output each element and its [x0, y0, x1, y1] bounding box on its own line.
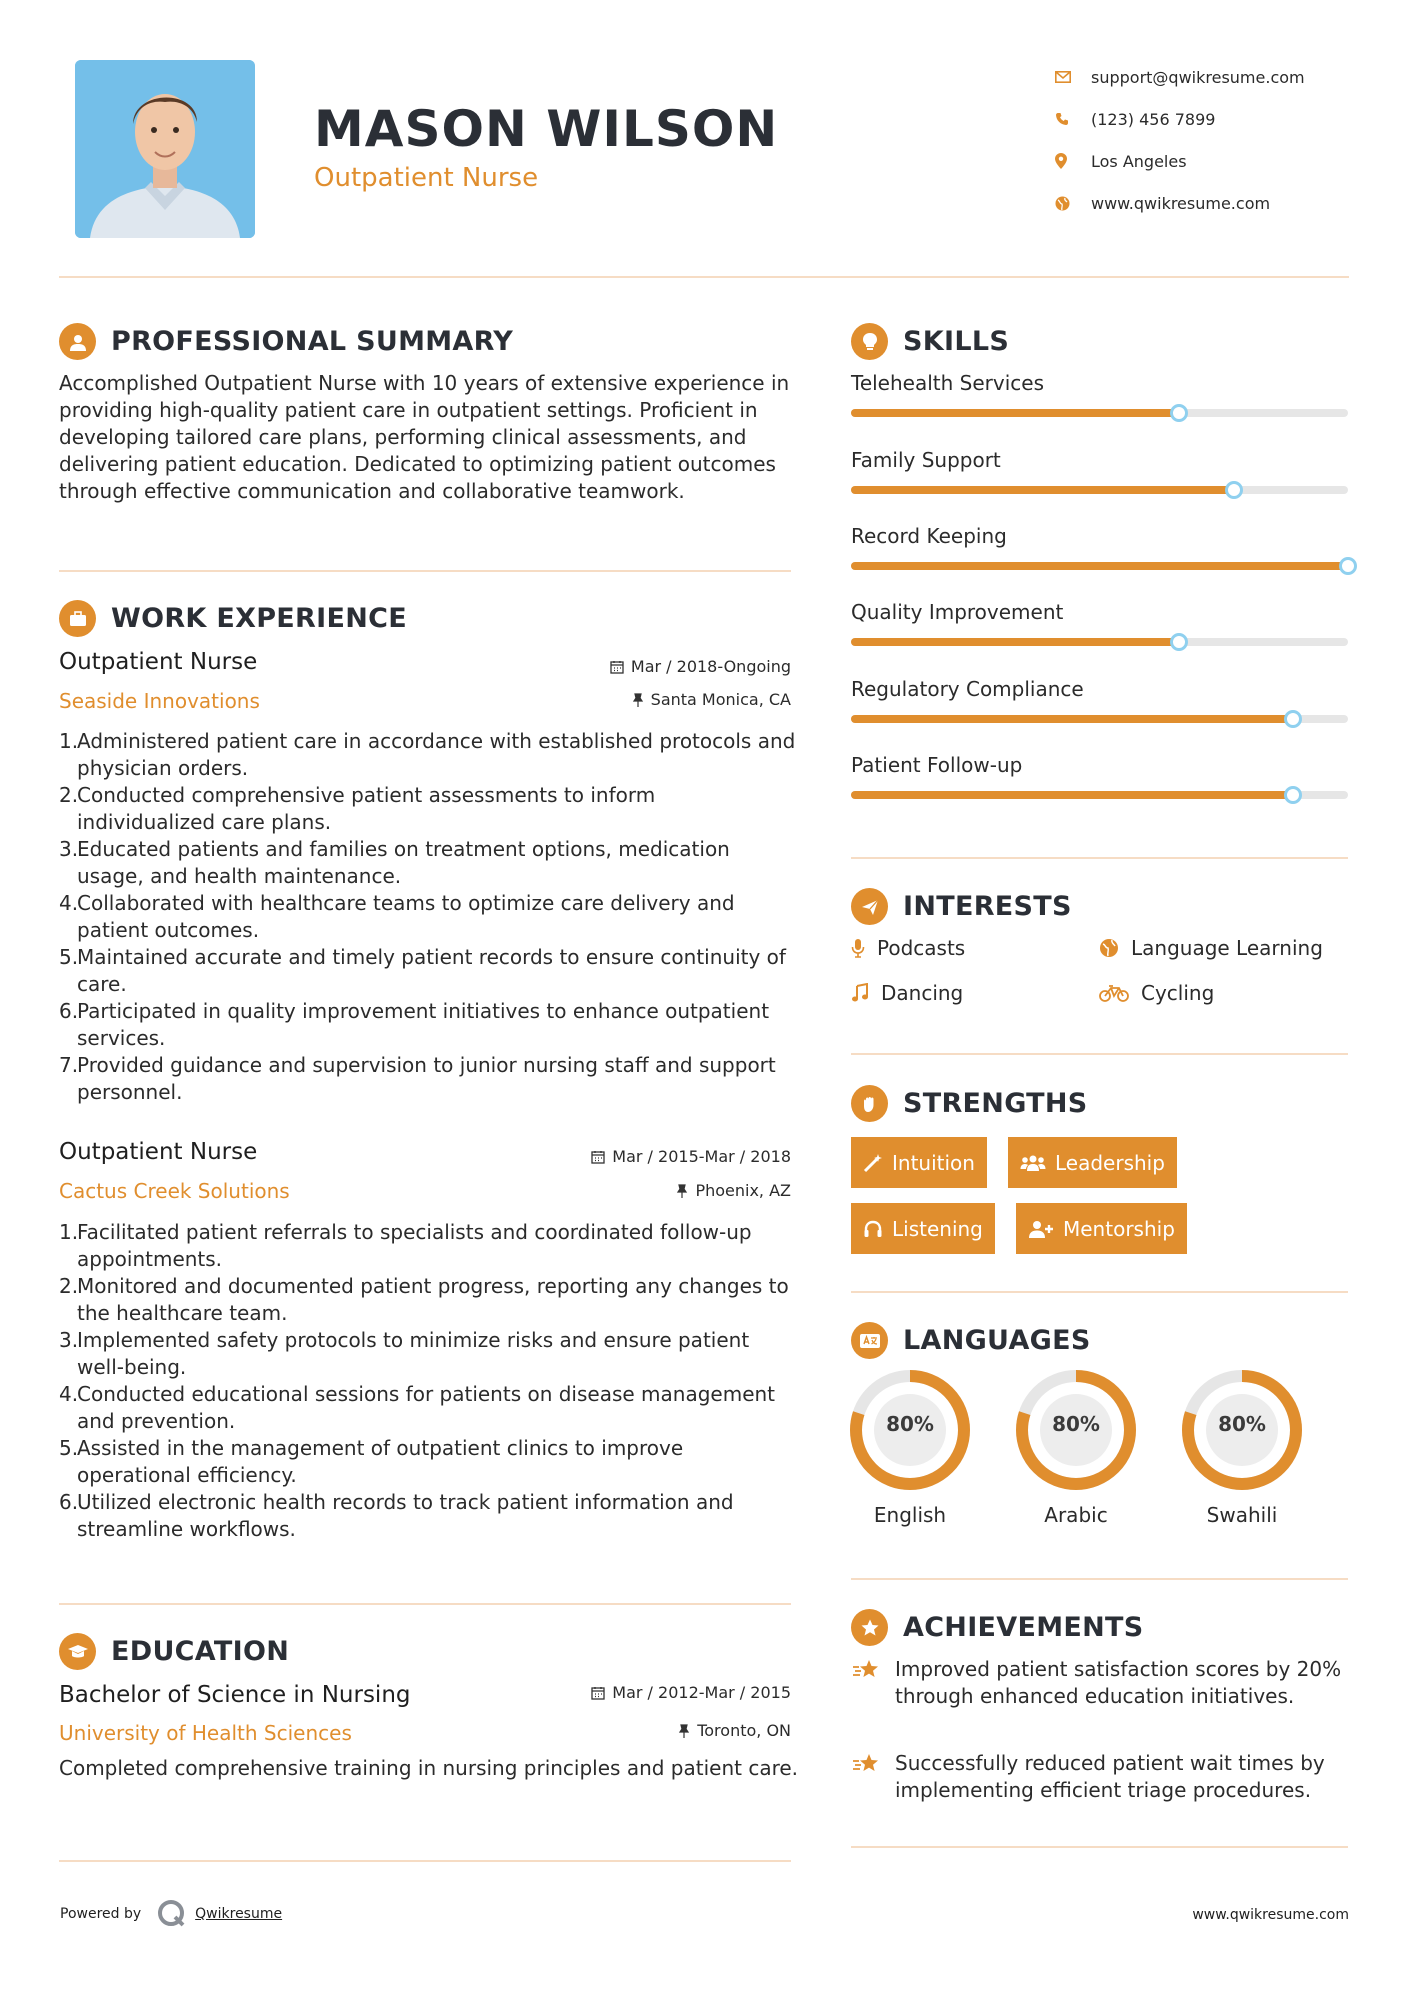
language-percent: 80%	[1052, 1412, 1100, 1436]
contact-email-text: support@qwikresume.com	[1091, 67, 1305, 87]
bicycle-icon	[1099, 984, 1129, 1002]
list-item: 2. Monitored and documented patient progress, reporting any changes to the healthcare team.	[59, 1274, 789, 1325]
achievements-divider	[851, 1846, 1348, 1848]
language-item	[849, 1369, 971, 1527]
fist-icon	[851, 1085, 888, 1122]
job-2-location	[676, 1181, 791, 1200]
list-item: 3. Implemented safety protocols to minimize risks and ensure patient well-being.	[59, 1328, 750, 1379]
star-icon	[851, 1752, 883, 1776]
phone-icon	[1055, 112, 1091, 126]
user-plus-icon	[1028, 1219, 1054, 1239]
header-divider	[59, 276, 1349, 278]
list-item: 1. Facilitated patient referrals to specialists and coordinated follow-up appointments.	[59, 1220, 752, 1271]
skill-knob	[1284, 710, 1302, 728]
skill-bar	[851, 638, 1348, 646]
skills-title: SKILLS	[903, 326, 1010, 357]
calendar-icon	[610, 660, 624, 674]
job-1-location	[632, 690, 791, 709]
job-1-title: Outpatient Nurse	[59, 649, 258, 675]
achievement-text: Improved patient satisfaction scores by 20% through enhanced education initiatives.	[895, 1657, 1342, 1708]
summary-text: Accomplished Outpatient Nurse with 10 years of extensive experience in providing high-quality patient care in outpatient settings. Proficient in developing tailored care plans, performing clinical assessments, and delivering patient education. Dedicated to optimizing patient outcomes through effective communication and collaborative teamwork.	[59, 371, 790, 503]
interest-label: Cycling	[1141, 981, 1215, 1005]
skills-heading	[851, 323, 1009, 360]
qwikresume-logo-icon	[155, 1897, 189, 1931]
skill-bar	[851, 791, 1348, 799]
language-name: English	[873, 1503, 947, 1527]
interest-item	[851, 981, 963, 1005]
skill-item	[851, 524, 1348, 548]
education-divider	[59, 1860, 791, 1862]
powered-by-text: Powered by	[60, 1906, 142, 1922]
list-item: 7. Provided guidance and supervision to junior nursing staff and support personnel.	[59, 1053, 776, 1104]
skill-name: Telehealth Services	[851, 371, 1044, 395]
education-degree: Bachelor of Science in Nursing	[59, 1682, 411, 1708]
achievements-title: ACHIEVEMENTS	[903, 1612, 1144, 1643]
skill-name: Quality Improvement	[851, 600, 1064, 624]
education-dates	[591, 1683, 791, 1702]
skill-item	[851, 677, 1348, 701]
map-marker-icon	[1055, 153, 1091, 169]
strength-badge	[1008, 1137, 1177, 1188]
graduation-cap-icon	[59, 1633, 96, 1670]
strength-label: Intuition	[892, 1150, 975, 1175]
achievement-item	[851, 1750, 1351, 1804]
list-item: 5. Maintained accurate and timely patient records to ensure continuity of care.	[59, 945, 786, 996]
globe-icon	[1055, 196, 1091, 211]
language-item	[1181, 1369, 1303, 1527]
envelope-icon	[1055, 71, 1091, 83]
education-location	[678, 1721, 791, 1740]
contact-phone-text: (123) 456 7899	[1091, 109, 1216, 129]
list-item: 5. Assisted in the management of outpatient clinics to improve operational efficiency.	[59, 1436, 684, 1487]
interest-item	[1099, 936, 1323, 960]
strength-badge	[851, 1137, 987, 1188]
work-heading	[59, 600, 407, 637]
interests-divider	[851, 1053, 1348, 1055]
list-item: 3. Educated patients and families on treatment options, medication usage, and health maintenance.	[59, 837, 730, 888]
languages-divider	[851, 1578, 1348, 1580]
interest-label: Language Learning	[1131, 936, 1323, 960]
education-location-text: Toronto, ON	[697, 1721, 791, 1740]
language-percent: 80%	[886, 1412, 934, 1436]
languages-heading	[851, 1322, 1091, 1359]
achievement-text: Successfully reduced patient wait times by implementing efficient triage procedures.	[895, 1751, 1325, 1802]
strengths-heading	[851, 1085, 1088, 1122]
interest-item	[851, 936, 965, 960]
interests-title: INTERESTS	[903, 891, 1072, 922]
star-icon	[851, 1658, 883, 1682]
skill-name: Patient Follow-up	[851, 753, 1023, 777]
list-item: 4. Collaborated with healthcare teams to optimize care delivery and patient outcomes.	[59, 891, 735, 942]
strengths-title: STRENGTHS	[903, 1088, 1088, 1119]
education-school: University of Health Sciences	[59, 1721, 352, 1745]
candidate-name: MASON WILSON	[314, 100, 779, 158]
pin-icon	[632, 693, 644, 707]
contact-location	[1055, 140, 1385, 182]
job-1-dates-text: Mar / 2018-Ongoing	[630, 657, 791, 676]
skill-name: Family Support	[851, 448, 1001, 472]
education-description: Completed comprehensive training in nursing principles and patient care.	[59, 1756, 799, 1780]
profile-photo	[75, 60, 255, 238]
strengths-divider	[851, 1291, 1348, 1293]
skill-bar	[851, 562, 1348, 570]
achievement-item	[851, 1656, 1351, 1710]
education-title: EDUCATION	[111, 1636, 290, 1667]
job-2-title: Outpatient Nurse	[59, 1139, 258, 1165]
strength-badge	[851, 1203, 995, 1254]
skill-knob	[1170, 404, 1188, 422]
job-2-dates-text: Mar / 2015-Mar / 2018	[612, 1147, 791, 1166]
skill-item	[851, 448, 1348, 472]
footer-website[interactable]: www.qwikresume.com	[1192, 1907, 1349, 1923]
achievements-heading	[851, 1609, 1144, 1646]
strength-label: Leadership	[1055, 1150, 1165, 1175]
job-2-company: Cactus Creek Solutions	[59, 1179, 290, 1203]
headphones-icon	[863, 1219, 883, 1239]
briefcase-icon	[59, 600, 96, 637]
skills-divider	[851, 857, 1348, 859]
job-1-location-text: Santa Monica, CA	[650, 690, 791, 709]
work-title: WORK EXPERIENCE	[111, 603, 407, 634]
lightbulb-icon	[851, 323, 888, 360]
strength-label: Listening	[892, 1216, 983, 1241]
contact-website[interactable]	[1055, 182, 1385, 224]
magic-wand-icon	[863, 1153, 883, 1173]
skill-item	[851, 371, 1348, 395]
skill-knob	[1225, 481, 1243, 499]
job-1-bullets	[59, 728, 799, 1106]
skill-knob	[1339, 557, 1357, 575]
job-2-bullets	[59, 1219, 799, 1543]
skill-knob	[1284, 786, 1302, 804]
language-card-icon	[851, 1322, 888, 1359]
strength-label: Mentorship	[1063, 1216, 1175, 1241]
interest-label: Podcasts	[877, 936, 966, 960]
list-item: 6. Utilized electronic health records to track patient information and streamline workflows.	[59, 1490, 734, 1541]
language-percent: 80%	[1218, 1412, 1266, 1436]
languages-title: LANGUAGES	[903, 1325, 1091, 1356]
globe-icon	[1099, 938, 1119, 958]
paper-plane-icon	[851, 888, 888, 925]
contact-list	[1055, 56, 1385, 224]
summary-heading	[59, 323, 513, 360]
users-icon	[1020, 1154, 1046, 1172]
star-badge-icon	[851, 1609, 888, 1646]
language-name: Swahili	[1206, 1503, 1278, 1527]
job-1-company: Seaside Innovations	[59, 689, 260, 713]
skill-item	[851, 600, 1348, 624]
footer-powered-by	[60, 1897, 282, 1931]
candidate-title: Outpatient Nurse	[314, 163, 539, 193]
pin-icon	[676, 1184, 688, 1198]
contact-website-text: www.qwikresume.com	[1091, 193, 1271, 213]
skill-bar	[851, 409, 1348, 417]
work-divider	[59, 1603, 791, 1605]
list-item: 1. Administered patient care in accordance with established protocols and physician orders.	[59, 729, 796, 780]
job-2-dates	[591, 1147, 791, 1166]
interests-heading	[851, 888, 1072, 925]
interest-item	[1099, 981, 1214, 1005]
skill-name: Regulatory Compliance	[851, 677, 1084, 701]
job-2-location-text: Phoenix, AZ	[695, 1181, 791, 1200]
skill-name: Record Keeping	[851, 524, 1007, 548]
summary-divider	[59, 570, 791, 572]
qwikresume-link[interactable]: Qwikresume	[195, 1906, 283, 1922]
pin-icon	[678, 1724, 690, 1738]
microphone-icon	[851, 938, 865, 958]
language-name: Arabic	[1044, 1503, 1108, 1527]
skill-item	[851, 753, 1348, 777]
education-heading	[59, 1633, 289, 1670]
contact-location-text: Los Angeles	[1091, 151, 1187, 171]
user-icon	[59, 323, 96, 360]
language-item	[1015, 1369, 1137, 1527]
job-1-dates	[610, 657, 791, 676]
list-item: 2. Conducted comprehensive patient assessments to inform individualized care plans.	[59, 783, 656, 834]
education-dates-text: Mar / 2012-Mar / 2015	[612, 1683, 791, 1702]
summary-title: PROFESSIONAL SUMMARY	[111, 326, 514, 357]
strength-badge	[1016, 1203, 1187, 1254]
contact-phone[interactable]	[1055, 98, 1385, 140]
skill-knob	[1170, 633, 1188, 651]
list-item: 6. Participated in quality improvement initiatives to enhance outpatient services.	[59, 999, 770, 1050]
skill-bar	[851, 486, 1348, 494]
music-icon	[851, 983, 869, 1003]
skill-bar	[851, 715, 1348, 723]
contact-email[interactable]	[1055, 56, 1385, 98]
calendar-icon	[591, 1686, 605, 1700]
calendar-icon	[591, 1150, 605, 1164]
list-item: 4. Conducted educational sessions for patients on disease management and prevention.	[59, 1382, 776, 1433]
interest-label: Dancing	[881, 981, 964, 1005]
